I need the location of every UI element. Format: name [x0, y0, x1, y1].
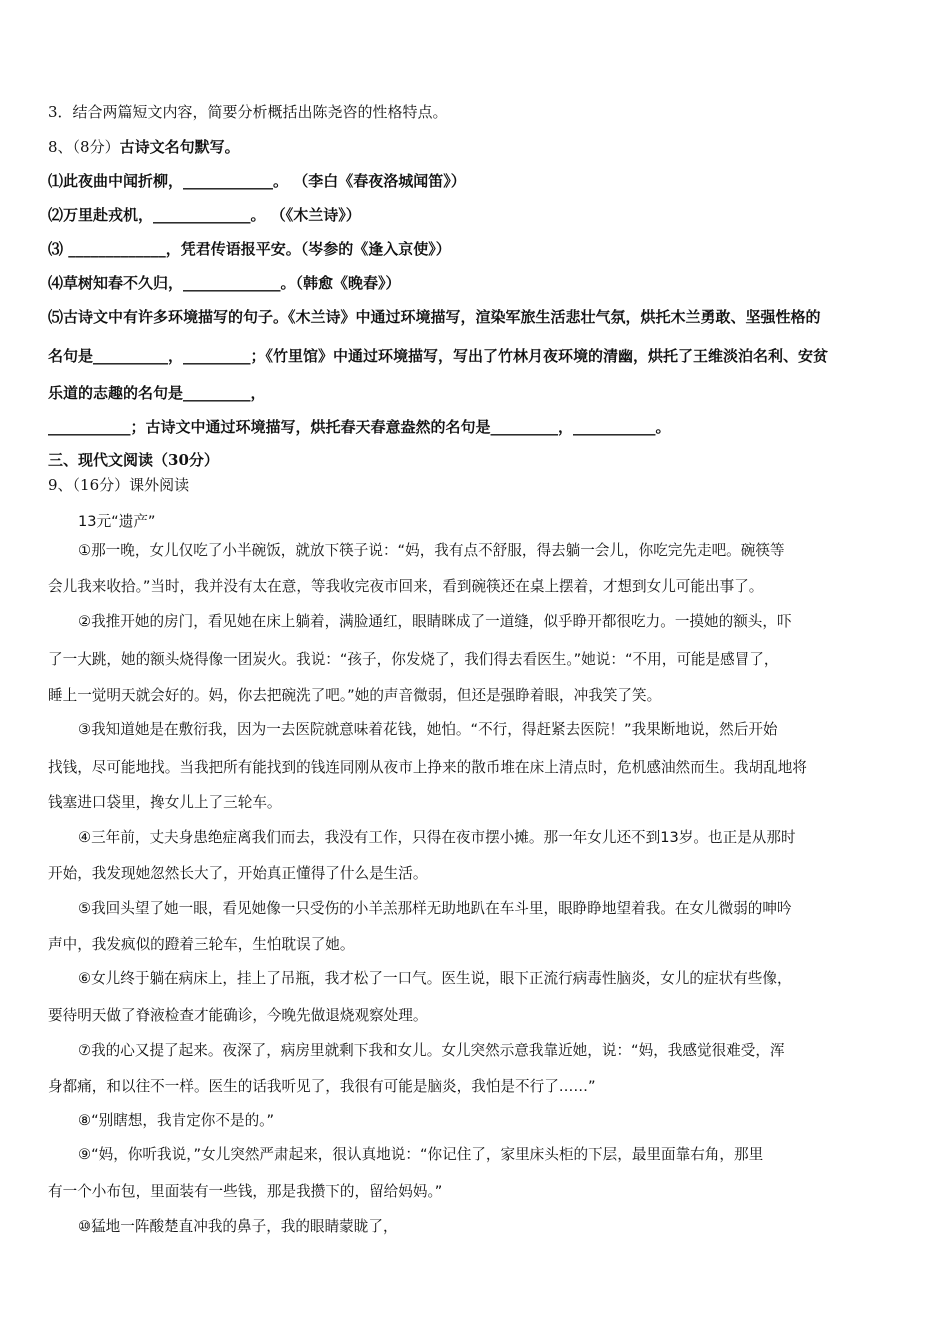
poem-item-5-line2: 名句是__________，_________；《竹里馆》中通过环境描写，写出了竹林月夜环境的清幽，烘托了王维淡泊名利、安贫 [48, 347, 829, 365]
poem-item-5-line1: ⑸古诗文中有许多环境描写的句子。《木兰诗》中通过环境描写，渲染军旅生活悲壮气氛，烘托木兰勇敢、坚强性格的 [48, 308, 821, 326]
question-8-prefix: 8、（8分） [48, 138, 120, 156]
question-9-header: 9、（16分）课外阅读 [48, 476, 190, 494]
story-title: 13元“遗产” [78, 513, 156, 530]
story-line: 开始，我发现她忽然长大了，开始真正懂得了什么是生活。 [48, 865, 428, 882]
story-line: 身都痛，和以往不一样。医生的话我听见了，我很有可能是脑炎，我怕是不行了……” [48, 1078, 596, 1095]
story-line: 睡上一觉明天就会好的。妈，你去把碗洗了吧。”她的声音微弱，但还是强睁着眼，冲我笑了笑。 [48, 687, 662, 704]
story-line: ④三年前，丈夫身患绝症离我们而去，我没有工作，只得在夜市摆小摊。那一年女儿还不到13岁。也正是从那时 [78, 829, 796, 846]
story-line: 钱塞进口袋里，搀女儿上了三轮车。 [48, 794, 282, 811]
poem-item-3: ⑶ _____________，凭君传语报平安。（岑参的《逢入京使》） [48, 240, 451, 258]
poem-item-1: ⑴此夜曲中闻折柳，____________。 （李白《春夜洛城闻笛》） [48, 172, 466, 190]
question-8-header [48, 137, 908, 157]
question-3: 3．结合两篇短文内容，简要分析概括出陈尧咨的性格特点。 [48, 103, 448, 121]
story-line: ⑨“妈，你听我说，”女儿突然严肃起来，很认真地说：“你记住了，家里床头柜的下层，最里面靠右角，那里 [78, 1146, 764, 1163]
poem-item-5-line3: 乐道的志趣的名句是_________， [48, 384, 266, 402]
story-line: ⑤我回头望了她一眼，看见她像一只受伤的小羊羔那样无助地趴在车斗里，眼睁睁地望着我。在女儿微弱的呻吟 [78, 900, 792, 917]
story-line: 有一个小布包，里面装有一些钱，那是我攒下的，留给妈妈。” [48, 1183, 443, 1200]
story-line: 找钱，尽可能地找。当我把所有能找到的钱连同刚从夜市上挣来的散币堆在床上清点时，危机感油然而生。我胡乱地将 [48, 759, 807, 776]
story-line: 声中，我发疯似的蹬着三轮车，生怕耽误了她。 [48, 936, 355, 953]
story-line: ①那一晚，女儿仅吃了小半碗饭，就放下筷子说：“妈，我有点不舒服，得去躺一会儿，你吃完先走吧。碗筷等 [78, 542, 785, 559]
story-line: ③我知道她是在敷衍我，因为一去医院就意味着花钱，她怕。“不行，得赶紧去医院！”我果断地说，然后开始 [78, 721, 778, 738]
poem-item-5-line4: ___________；古诗文中通过环境描写，烘托春天春意盎然的名句是_________，___________。 [48, 418, 671, 436]
poem-item-4: ⑷草树知春不久归，_____________。（韩愈《晚春》） [48, 274, 401, 292]
story-line: ⑦我的心又提了起来。夜深了，病房里就剩下我和女儿。女儿突然示意我靠近她，说：“妈，我感觉很难受，浑 [78, 1042, 785, 1059]
story-line: ⑥女儿终于躺在病床上，挂上了吊瓶，我才松了一口气。医生说，眼下正流行病毒性脑炎，女儿的症状有些像， [78, 970, 792, 987]
story-line: ⑧“别瞎想，我肯定你不是的。” [78, 1112, 275, 1129]
story-line: ⑩猛地一阵酸楚直冲我的鼻子，我的眼睛蒙眬了， [78, 1218, 398, 1235]
question-8-title: 古诗文名句默写。 [119, 138, 240, 156]
story-line: 了一大跳，她的额头烧得像一团炭火。我说：“孩子，你发烧了，我们得去看医生。”她说：“不用，可能是感冒了， [48, 651, 779, 668]
story-line: 会儿我来收拾。”当时，我并没有太在意，等我收完夜市回来，看到碗筷还在桌上摆着，才想到女儿可能出事了。 [48, 578, 764, 595]
section-heading: 三、现代文阅读（30分） [48, 451, 219, 469]
story-line: ②我推开她的房门，看见她在床上躺着，满脸通红，眼睛眯成了一道缝，似乎睁开都很吃力。一摸她的额头，吓 [78, 613, 792, 630]
story-line: 要待明天做了脊液检查才能确诊，今晚先做退烧观察处理。 [48, 1007, 428, 1024]
poem-item-2: ⑵万里赴戎机，_____________。 （《木兰诗》） [48, 206, 361, 224]
